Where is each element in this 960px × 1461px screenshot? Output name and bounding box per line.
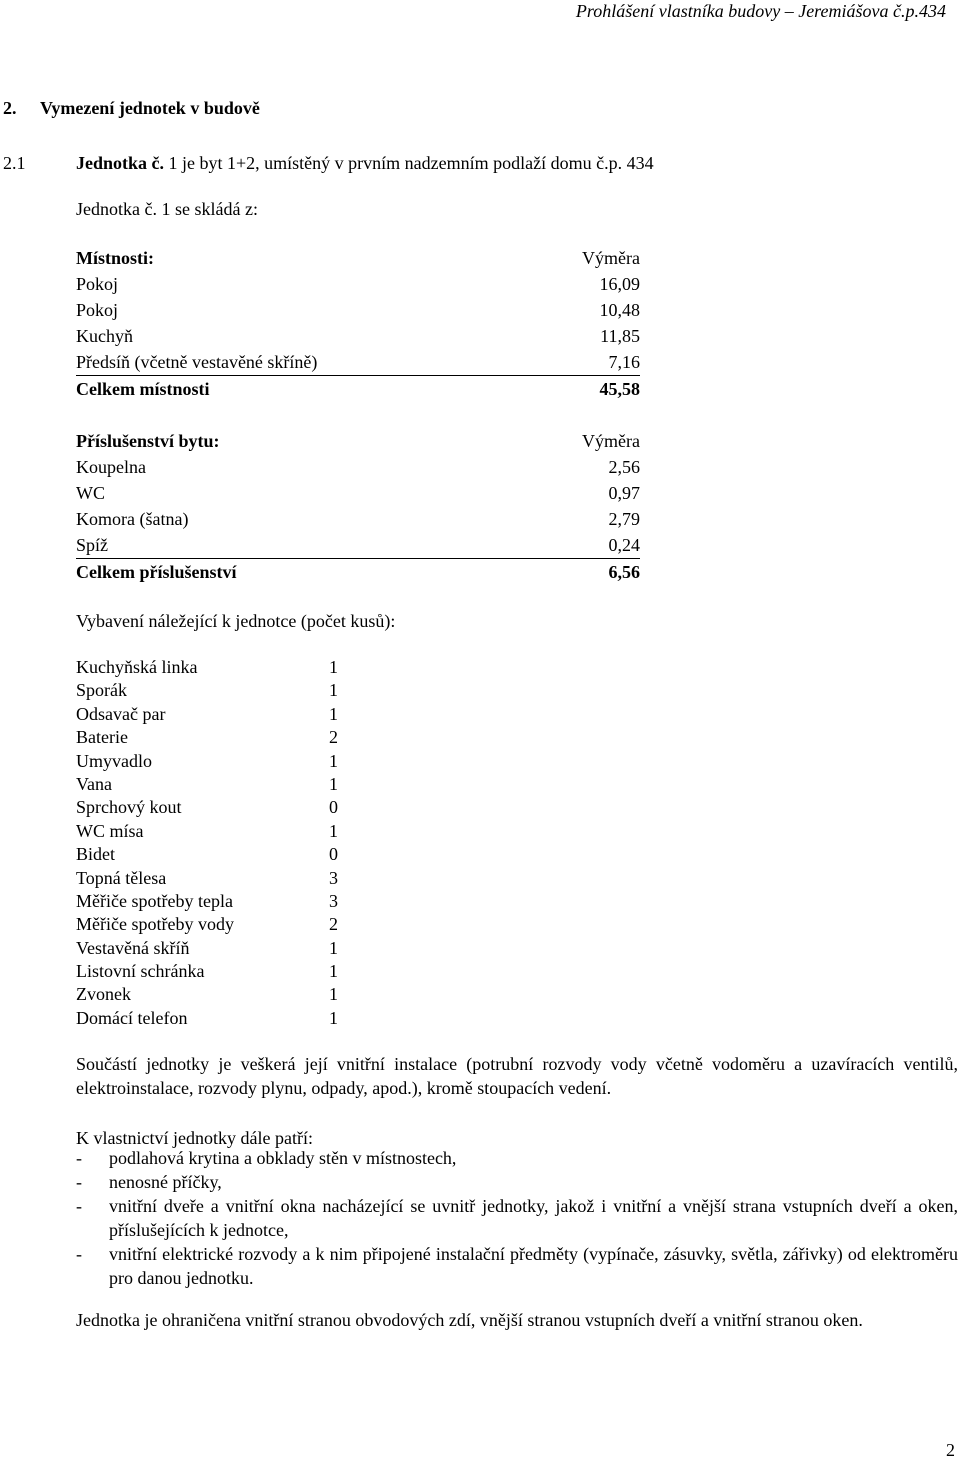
equipment-item-name: Sprchový kout (76, 797, 182, 818)
rooms-row-label: Pokoj (76, 300, 119, 320)
rooms-row-value: 16,09 (599, 274, 640, 294)
rooms-row (76, 271, 640, 297)
subsection-title (76, 152, 654, 174)
rooms-row (76, 323, 640, 349)
accessories-rows (76, 454, 640, 558)
equipment-item-count: 2 (329, 727, 338, 748)
equipment-item (76, 820, 346, 843)
page-number: 2 (946, 1440, 955, 1460)
accessories-row (76, 454, 640, 480)
equipment-item-name: Vana (76, 773, 112, 794)
equipment-item-name: Listovní schránka (76, 961, 205, 982)
equipment-item-count: 1 (329, 820, 338, 841)
equipment-item-name: Odsavač par (76, 703, 166, 724)
ownership-list-item (76, 1194, 958, 1242)
equipment-item-name: WC mísa (76, 820, 144, 841)
equipment-item (76, 983, 346, 1006)
accessories-row-value: 2,56 (608, 457, 640, 477)
accessories-row-value: 2,79 (608, 509, 640, 529)
unit-composition-intro: Jednotka č. 1 se skládá z: (76, 199, 258, 219)
subsection-title-bold: Jednotka č. (76, 153, 165, 173)
equipment-item (76, 960, 346, 983)
equipment-item-name: Topná tělesa (76, 867, 167, 888)
installations-paragraph: Součástí jednotky je veškerá její vnitřní instalace (potrubní rozvody vody včetně vodoměru a uzavíracích ventilů, elektroinstalace, rozvody plynu, odpady, apod.), kromě stoupacích vedení. (76, 1054, 958, 1098)
rooms-row (76, 349, 640, 375)
equipment-item-count: 1 (329, 680, 338, 701)
accessories-row-value: 0,24 (608, 535, 640, 555)
equipment-item (76, 703, 346, 726)
equipment-item-name: Zvonek (76, 984, 131, 1005)
rooms-total-label: Celkem místnosti (76, 379, 210, 399)
boundary-paragraph: Jednotka je ohraničena vnitřní stranou obvodových zdí, vnější stranou vstupních dveří a vnitřní stranou oken. (76, 1310, 863, 1330)
ownership-list-item-text: nenosné příčky, (109, 1172, 222, 1192)
rooms-row-label: Pokoj (76, 274, 119, 294)
equipment-item (76, 679, 346, 702)
equipment-item-count: 1 (329, 750, 338, 771)
rooms-rows (76, 271, 640, 375)
accessories-row (76, 506, 640, 532)
rooms-header-label: Místnosti: (76, 248, 154, 268)
accessories-row (76, 532, 640, 558)
equipment-item (76, 726, 346, 749)
ownership-list-item (76, 1170, 958, 1194)
accessories-row (76, 480, 640, 506)
equipment-item-name: Vestavěná skříň (76, 937, 190, 958)
ownership-title: K vlastnictví jednotky dále patří: (76, 1128, 313, 1148)
equipment-item-count: 1 (329, 937, 338, 958)
equipment-item-count: 3 (329, 867, 338, 888)
equipment-item (76, 890, 346, 913)
equipment-item-count: 0 (329, 844, 338, 865)
equipment-item-name: Umyvadlo (76, 750, 152, 771)
equipment-item (76, 750, 346, 773)
ownership-list (76, 1146, 958, 1290)
equipment-item-name: Měřiče spotřeby tepla (76, 890, 233, 911)
accessories-table (76, 428, 640, 585)
rooms-total-row (76, 375, 640, 402)
bullet-dash: - (76, 1244, 82, 1264)
rooms-row-value: 11,85 (600, 326, 640, 346)
bullet-dash: - (76, 1172, 82, 1192)
equipment-item-count: 1 (329, 773, 338, 794)
equipment-intro: Vybavení náležející k jednotce (počet kusů): (76, 611, 396, 631)
accessories-header-label: Příslušenství bytu: (76, 431, 220, 451)
accessories-row-label: Koupelna (76, 457, 146, 477)
equipment-item (76, 1007, 346, 1030)
equipment-item-count: 1 (329, 703, 338, 724)
equipment-item (76, 843, 346, 866)
accessories-total-row (76, 558, 640, 585)
bullet-dash: - (76, 1148, 82, 1168)
ownership-list-item-text: vnitřní elektrické rozvody a k nim připojené instalační předměty (vypínače, zásuvky, světla, zářivky) od elektroměru pro danou jednotku. (109, 1244, 958, 1288)
rooms-row-label: Kuchyň (76, 326, 133, 346)
rooms-header-row (76, 245, 640, 271)
subsection-title-rest: 1 je byt 1+2, umístěný v prvním nadzemním podlaží domu č.p. 434 (164, 153, 654, 173)
section-number: 2. (3, 98, 17, 118)
equipment-item-count: 1 (329, 961, 338, 982)
rooms-row-label: Předsíň (včetně vestavěné skříně) (76, 352, 318, 372)
ownership-list-item-text: vnitřní dveře a vnitřní okna nacházející se uvnitř jednotky, jakož i vnitřní a vnější strana vstupních dveří a oken, příslušejících k jednotce, (109, 1196, 958, 1240)
ownership-list-item (76, 1242, 958, 1290)
equipment-item (76, 937, 346, 960)
equipment-item-name: Baterie (76, 727, 128, 748)
equipment-item-name: Bidet (76, 844, 115, 865)
accessories-row-label: Komora (šatna) (76, 509, 189, 529)
accessories-total-label: Celkem příslušenství (76, 562, 237, 582)
equipment-item-count: 0 (329, 797, 338, 818)
equipment-item (76, 656, 346, 679)
rooms-row (76, 297, 640, 323)
equipment-item-name: Měřiče spotřeby vody (76, 914, 234, 935)
equipment-list (76, 656, 346, 1030)
equipment-item-count: 2 (329, 914, 338, 935)
equipment-item-count: 3 (329, 890, 338, 911)
rooms-row-value: 10,48 (599, 300, 640, 320)
equipment-item-name: Kuchyňská linka (76, 657, 198, 677)
rooms-table (76, 245, 640, 402)
accessories-header-value: Výměra (582, 431, 640, 451)
equipment-item (76, 796, 346, 819)
equipment-item-name: Domácí telefon (76, 1007, 188, 1028)
equipment-item-count: 1 (329, 984, 338, 1005)
accessories-row-value: 0,97 (608, 483, 640, 503)
accessories-row-label: Spíž (76, 535, 109, 555)
equipment-item (76, 773, 346, 796)
bullet-dash: - (76, 1196, 82, 1216)
equipment-item-count: 1 (329, 657, 338, 677)
accessories-total-value: 6,56 (608, 562, 640, 582)
rooms-header-value: Výměra (582, 248, 640, 268)
ownership-list-item-text: podlahová krytina a obklady stěn v místnostech, (109, 1148, 457, 1168)
equipment-item-name: Sporák (76, 680, 127, 701)
page-header: Prohlášení vlastníka budovy – Jeremiášova č.p.434 (575, 1, 946, 21)
equipment-item (76, 867, 346, 890)
accessories-header-row (76, 428, 640, 454)
section-title: Vymezení jednotek v budově (40, 98, 260, 118)
subsection-number: 2.1 (3, 153, 26, 173)
rooms-row-value: 7,16 (608, 352, 640, 372)
equipment-item (76, 913, 346, 936)
ownership-list-item (76, 1146, 958, 1170)
equipment-item-count: 1 (329, 1007, 338, 1028)
rooms-total-value: 45,58 (599, 379, 640, 399)
accessories-row-label: WC (76, 483, 105, 503)
